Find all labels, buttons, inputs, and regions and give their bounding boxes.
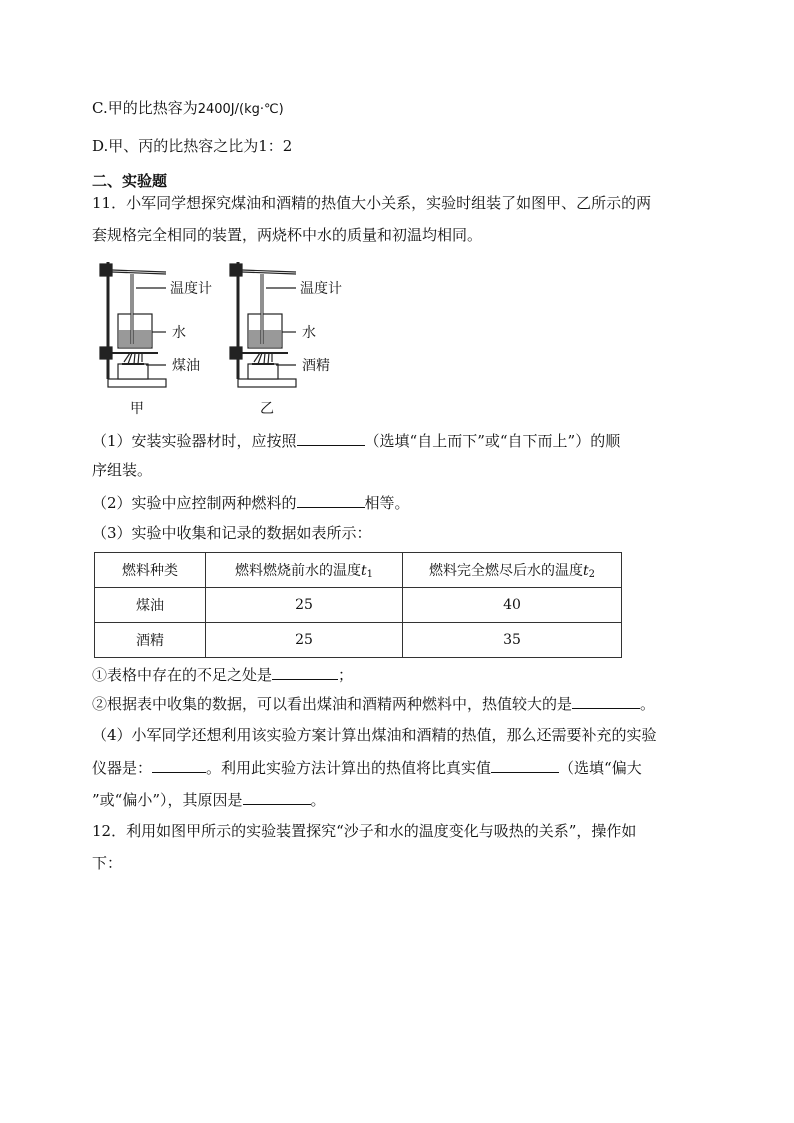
header-temp-after: 燃料完全燃尽后水的温度$t_2$ xyxy=(403,553,622,588)
right-water-label: 水 xyxy=(302,325,316,341)
table-row xyxy=(95,588,622,623)
apparatus-left xyxy=(100,262,166,387)
q11-part1-line1: （1）安装实验器材时，应按照 （选填“自上而下”或“自下而上”）的顺 xyxy=(92,432,621,450)
option-d: D.甲、丙的比热容之比为1：2 xyxy=(92,137,293,155)
right-caption: 乙 xyxy=(260,401,274,417)
q12-line2: 下： xyxy=(92,854,123,872)
answer-blank[interactable] xyxy=(243,789,311,805)
left-thermometer-label: 温度计 xyxy=(170,281,212,297)
answer-blank[interactable] xyxy=(297,430,365,446)
data-table xyxy=(94,552,622,658)
row-t2: 35 xyxy=(403,623,622,658)
right-fuel-label: 酒精 xyxy=(302,358,330,374)
section-heading: 二、实验题 xyxy=(92,172,168,190)
q12-line1: 12．利用如图甲所示的实验装置探究“沙子和水的温度变化与吸热的关系”，操作如 xyxy=(92,822,637,840)
q11-stem-line1: 11．小军同学想探究煤油和酒精的热值大小关系，实验时组装了如图甲、乙所示的两 xyxy=(92,194,652,212)
left-water-label: 水 xyxy=(172,325,186,341)
q11-sub1: ①表格中存在的不足之处是 ； xyxy=(92,666,354,684)
row-t1: 25 xyxy=(206,588,403,623)
table-row xyxy=(95,623,622,658)
row-fuel: 酒精 xyxy=(95,623,206,658)
q11-stem-line2: 套规格完全相同的装置，两烧杯中水的质量和初温均相同。 xyxy=(92,226,483,244)
apparatus-figure xyxy=(96,252,366,421)
answer-blank[interactable] xyxy=(491,757,559,773)
option-c: C.甲的比热容为2400J/(kg·℃) xyxy=(92,99,284,117)
header-fuel-type: 燃料种类 xyxy=(95,553,206,588)
left-fuel-label: 煤油 xyxy=(172,358,200,374)
left-caption: 甲 xyxy=(130,401,144,417)
q11-part4-line1: （4）小军同学还想利用该实验方案计算出煤油和酒精的热值，那么还需要补充的实验 xyxy=(92,726,657,744)
q11-part2: （2）实验中应控制两种燃料的 相等。 xyxy=(92,494,410,512)
apparatus-right xyxy=(230,262,296,387)
header-temp-before: 燃料燃烧前水的温度$t_1$ xyxy=(206,553,403,588)
answer-blank[interactable] xyxy=(272,664,338,680)
answer-blank[interactable] xyxy=(297,492,365,508)
table-header-row xyxy=(95,553,622,588)
right-thermometer-label: 温度计 xyxy=(300,281,342,297)
q11-part4-line3: ”或“偏小”），其原因是 。 xyxy=(92,791,326,809)
row-t1: 25 xyxy=(206,623,403,658)
answer-blank[interactable] xyxy=(152,757,206,773)
q11-part3: （3）实验中收集和记录的数据如表所示： xyxy=(92,524,372,542)
q11-part4-line2: 仪器是： 。利用此实验方法计算出的热值将比真实值 （选填“偏大 xyxy=(92,759,642,777)
row-t2: 40 xyxy=(403,588,622,623)
apparatus-drawing xyxy=(96,252,366,417)
q11-sub2: ②根据表中收集的数据，可以看出煤油和酒精两种燃料中，热值较大的是 。 xyxy=(92,695,656,713)
q11-part1-line2: 序组装。 xyxy=(92,461,153,479)
row-fuel: 煤油 xyxy=(95,588,206,623)
answer-blank[interactable] xyxy=(572,693,640,709)
